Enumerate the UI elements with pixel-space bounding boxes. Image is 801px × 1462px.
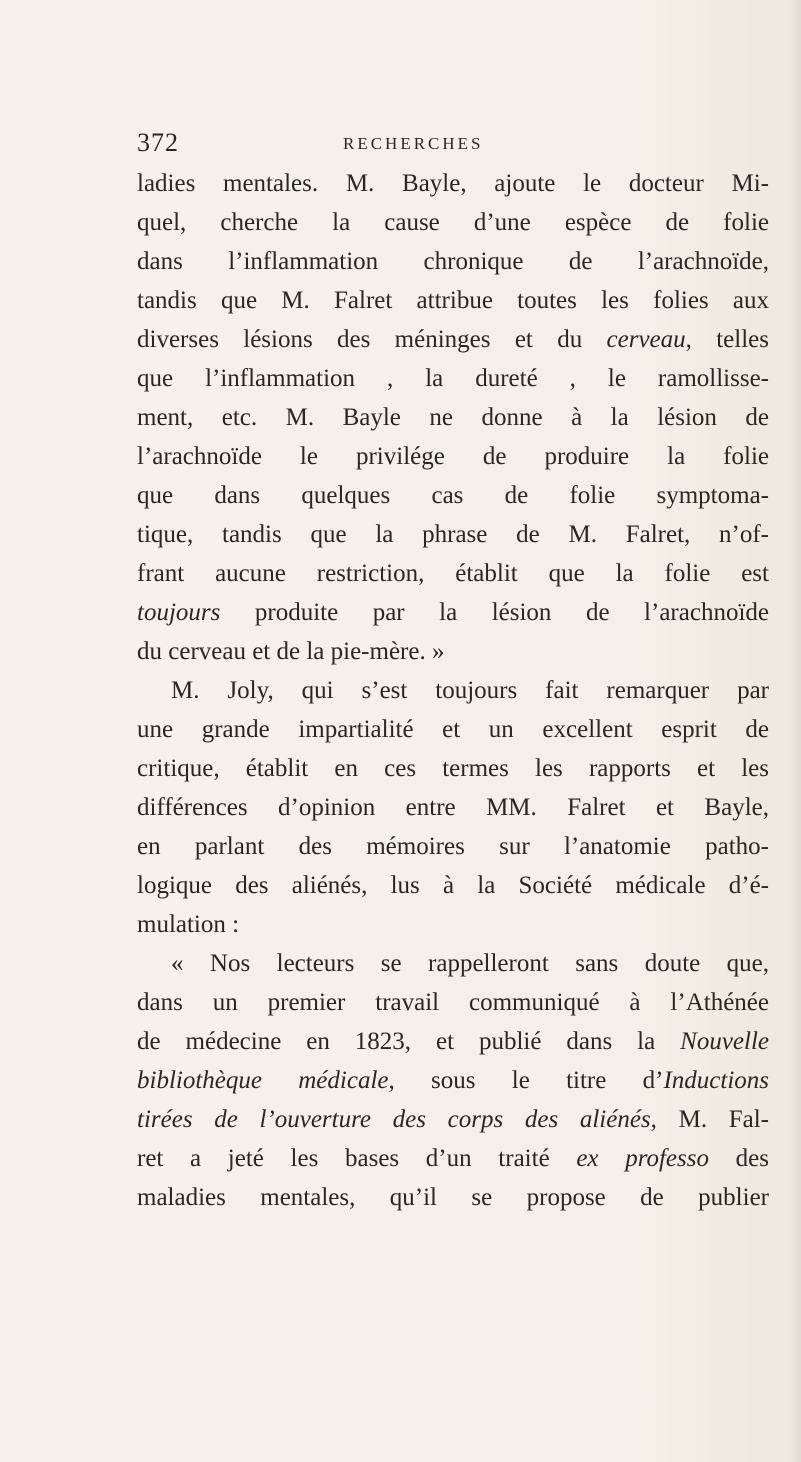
text-line-10: tique, tandis que la phrase de M. Falret, n’of- <box>137 521 769 548</box>
text-line-16: critique, établit en ces termes les rapports et les <box>137 755 769 782</box>
page-edge-shadow <box>791 0 801 1462</box>
text-line-27: maladies mentales, qu’il se propose de publier <box>137 1184 769 1211</box>
text-line-23: de médecine en 1823, et publié dans la Nouvelle <box>137 1028 769 1055</box>
text-line-21: « Nos lecteurs se rappelleront sans doute que, <box>171 950 769 977</box>
text-line-5: diverses lésions des méninges et du cerveau, telles <box>137 326 769 353</box>
text-line-25: tirées de l’ouverture des corps des aliénés, M. Fal- <box>137 1106 769 1133</box>
text-line-17: différences d’opinion entre MM. Falret et Bayle, <box>137 794 769 821</box>
page-header <box>137 128 657 168</box>
text-line-14: M. Joly, qui s’est toujours fait remarquer par <box>171 677 769 704</box>
text-line-3: dans l’inflammation chronique de l’arachnoïde, <box>137 248 769 275</box>
text-line-9: que dans quelques cas de folie symptoma- <box>137 482 769 509</box>
page-number: 372 <box>137 128 179 157</box>
text-line-11: frant aucune restriction, établit que la folie est <box>137 560 769 587</box>
text-line-22: dans un premier travail communiqué à l’Athénée <box>137 989 769 1016</box>
text-line-4: tandis que M. Falret attribue toutes les folies aux <box>137 287 769 314</box>
text-line-18: en parlant des mémoires sur l’anatomie patho- <box>137 833 769 860</box>
text-line-19: logique des aliénés, lus à la Société médicale d’é- <box>137 872 769 899</box>
text-line-8: l’arachnoïde le privilége de produire la folie <box>137 443 769 470</box>
text-line-15: une grande impartialité et un excellent esprit de <box>137 716 769 743</box>
text-line-26: ret a jeté les bases d’un traité ex professo des <box>137 1145 769 1172</box>
body-text <box>137 164 769 1217</box>
text-line-1: ladies mentales. M. Bayle, ajoute le docteur Mi- <box>137 170 769 197</box>
text-line-6: que l’inflammation , la dureté , le ramollisse- <box>137 365 769 392</box>
text-line-20: mulation : <box>137 911 240 938</box>
text-line-13: du cerveau et de la pie-mère. » <box>137 638 445 665</box>
text-line-24: bibliothèque médicale, sous le titre d’Inductions <box>137 1067 769 1094</box>
text-line-7: ment, etc. M. Bayle ne donne à la lésion de <box>137 404 769 431</box>
text-line-2: quel, cherche la cause d’une espèce de folie <box>137 209 769 236</box>
text-line-12: toujours produite par la lésion de l’arachnoïde <box>137 599 769 626</box>
running-head: RECHERCHES <box>343 134 484 153</box>
